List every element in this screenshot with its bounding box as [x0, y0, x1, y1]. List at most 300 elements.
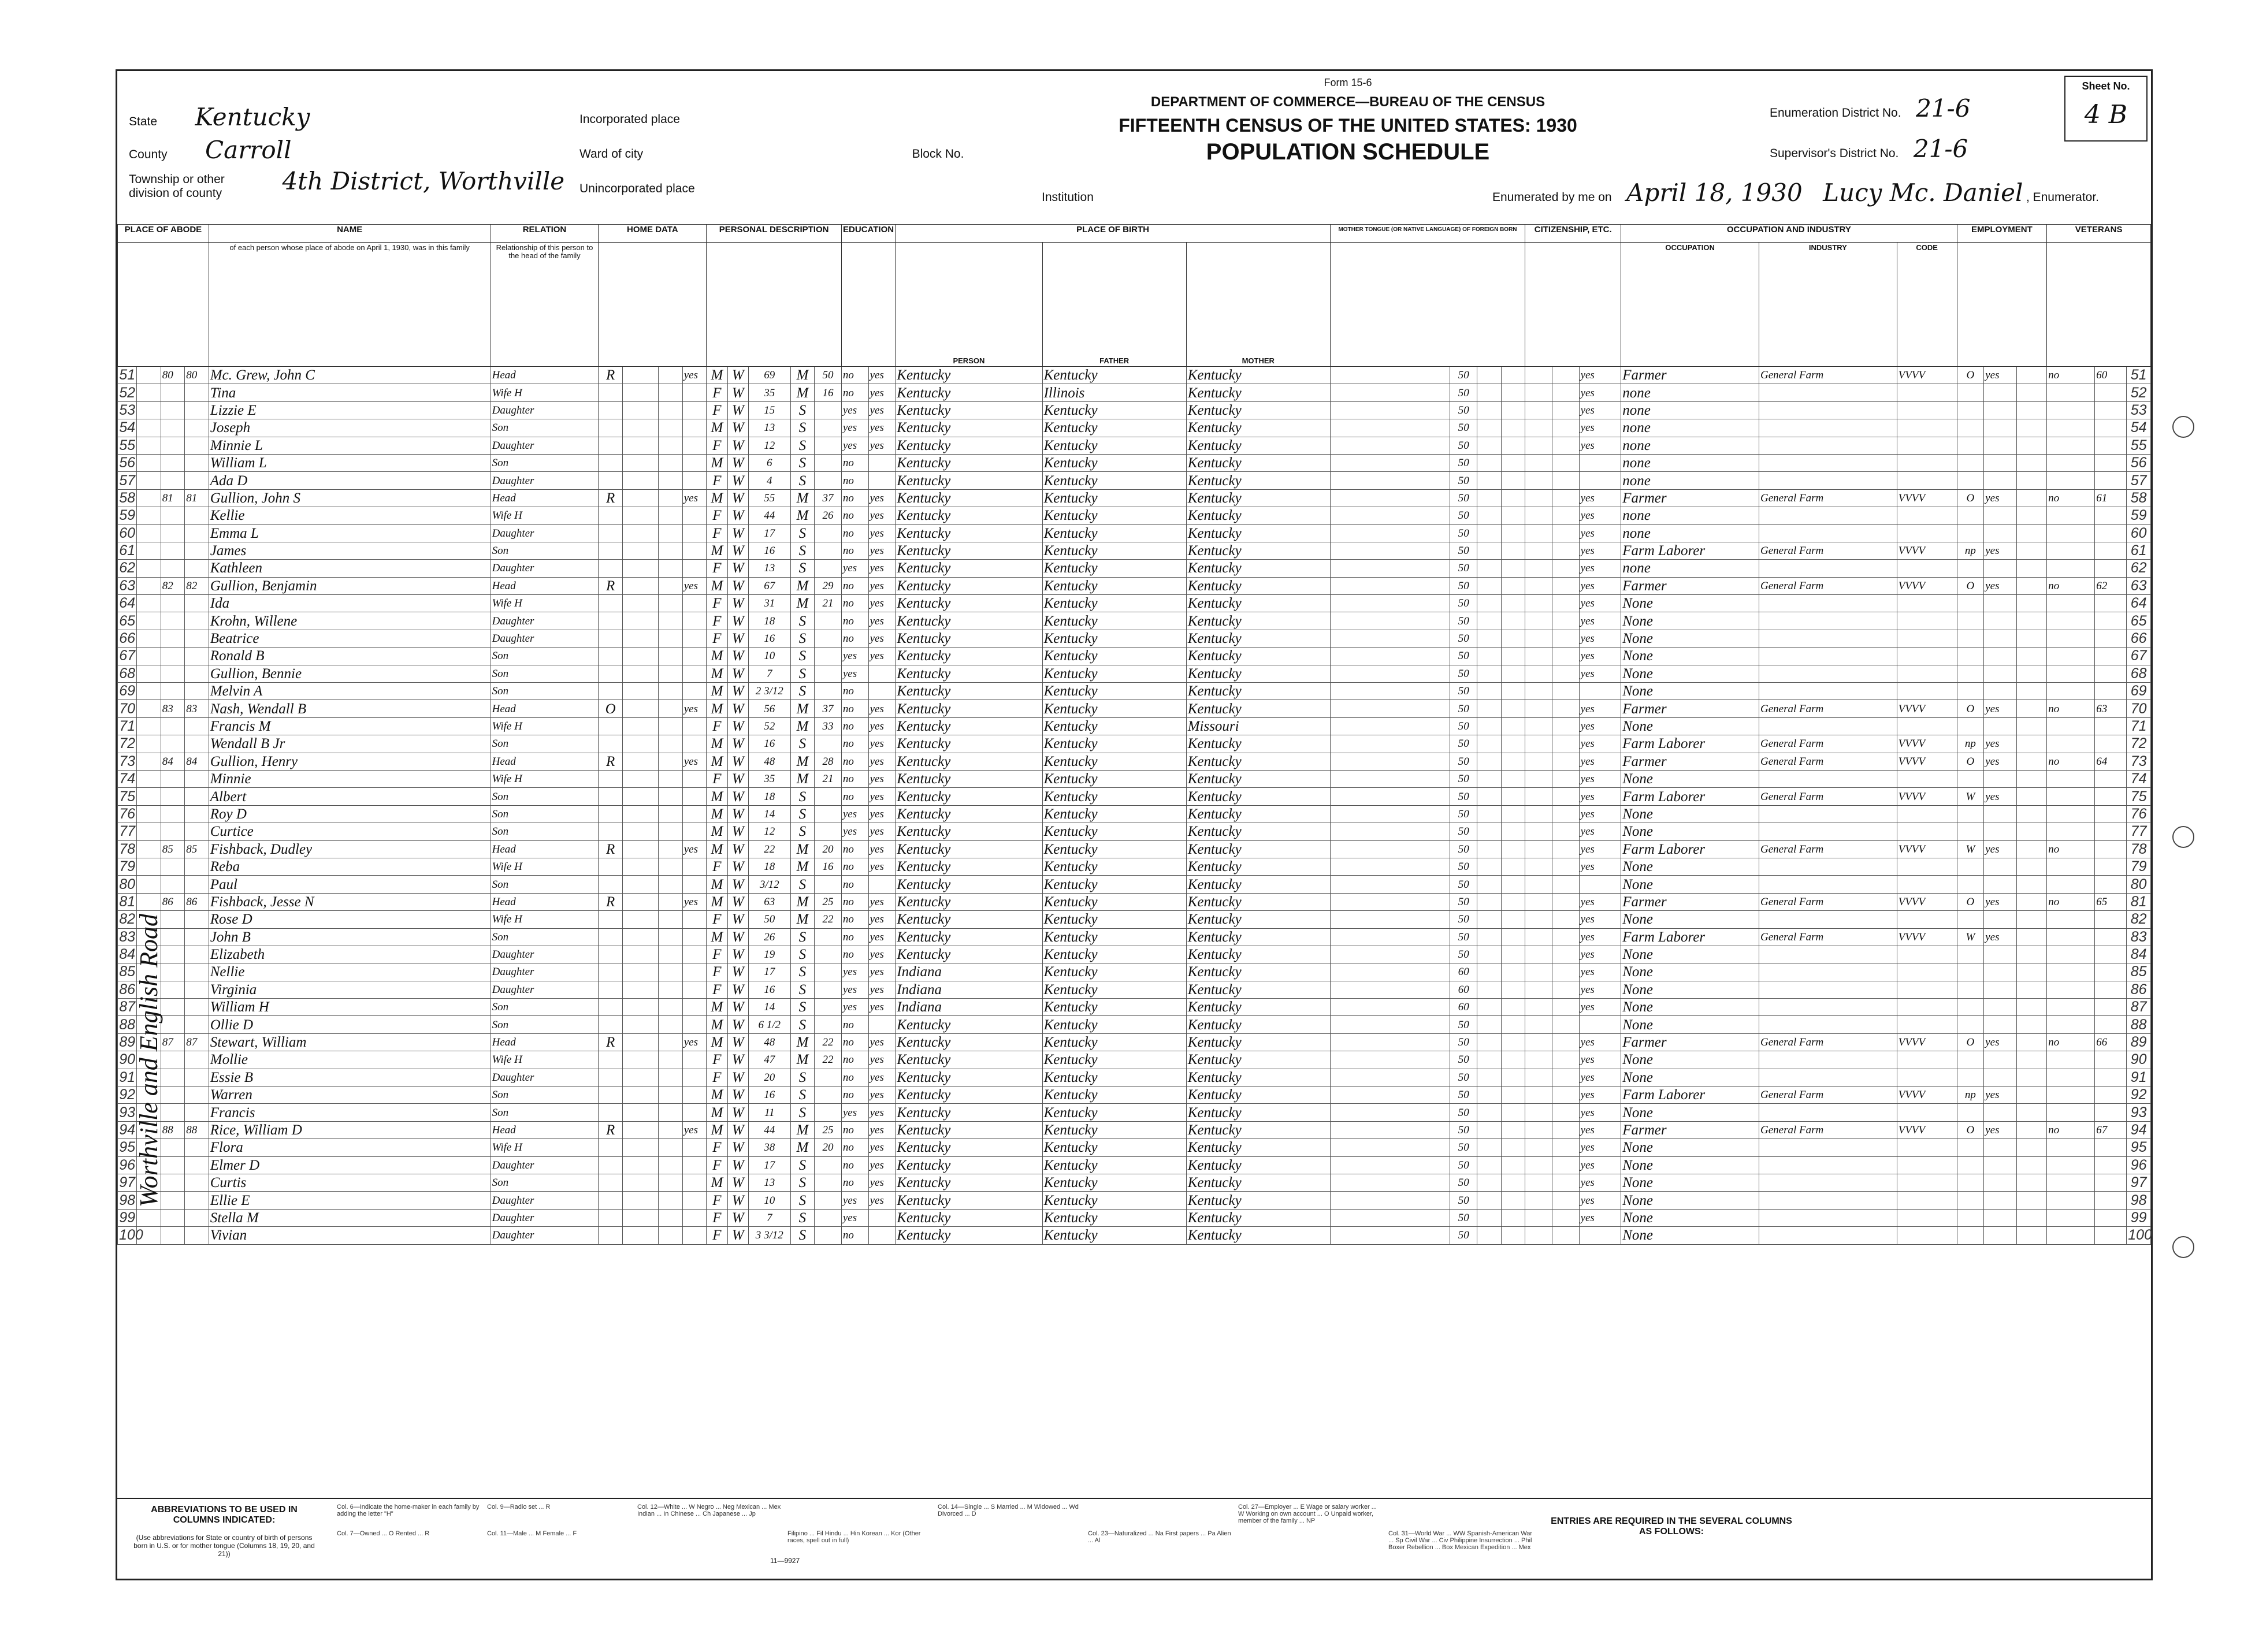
- cell-cw: [1957, 963, 1984, 981]
- cell-read: yes: [868, 1121, 896, 1138]
- cell-empty: [1552, 753, 1579, 770]
- cell-tc: 50: [1450, 788, 1477, 805]
- cell-code: [1897, 717, 1957, 735]
- cell-occ: Farm Laborer: [1621, 928, 1759, 946]
- cell-empty: [1501, 1174, 1525, 1191]
- cell-cw: [1957, 595, 1984, 612]
- cell-vet: [2047, 876, 2095, 893]
- cell-empty: [1330, 717, 1450, 735]
- cell-empty: [622, 683, 658, 700]
- cell-race: W: [727, 630, 748, 647]
- cell-tc: 50: [1450, 858, 1477, 875]
- cell-sch: no: [841, 577, 868, 594]
- cell-race: W: [727, 1016, 748, 1033]
- cell-code: [1897, 1209, 1957, 1226]
- cell-empty: [2017, 648, 2047, 665]
- cell-bp: Kentucky: [896, 770, 1042, 787]
- cell-cw: [1957, 1192, 1984, 1209]
- cell-name: Ronald B: [209, 648, 491, 665]
- cell-radio: [682, 384, 707, 401]
- cell-code: [1897, 911, 1957, 928]
- cell-ln: 79: [2127, 858, 2151, 875]
- cell-age: 38: [748, 1139, 790, 1156]
- cell-fam: [185, 683, 209, 700]
- cell-sched: [2095, 665, 2127, 682]
- cell-name: Elizabeth: [209, 946, 491, 963]
- cell-empty: [1330, 946, 1450, 963]
- cell-empty: [1501, 770, 1525, 787]
- cell-fbp: Kentucky: [1042, 524, 1186, 542]
- cell-ms: M: [790, 858, 815, 875]
- cell-own: [599, 472, 623, 489]
- cell-ln: 78: [118, 840, 137, 858]
- cell-race: W: [727, 911, 748, 928]
- cell-cw: [1957, 683, 1984, 700]
- cell-sched: [2095, 981, 2127, 998]
- cell-code: VVVV: [1897, 542, 1957, 559]
- cell-ln: 66: [2127, 630, 2151, 647]
- cell-read: yes: [868, 999, 896, 1016]
- cell-fam: [185, 858, 209, 875]
- cell-empty: [1525, 893, 1552, 910]
- cell-fam: [185, 419, 209, 437]
- cell-ms: S: [790, 560, 815, 577]
- cell-empty: [659, 1033, 683, 1051]
- cell-ln: 82: [118, 911, 137, 928]
- cell-bp: Kentucky: [896, 437, 1042, 454]
- table-row: [118, 805, 2151, 823]
- cell-ln: 57: [118, 472, 137, 489]
- cell-empty: [1552, 367, 1579, 384]
- cell-eng: yes: [1579, 1121, 1621, 1138]
- cell-empty: [1330, 770, 1450, 787]
- cell-ms: S: [790, 665, 815, 682]
- cell-own: R: [599, 489, 623, 507]
- cell-cw: [1957, 1174, 1984, 1191]
- cell-ind: [1759, 401, 1897, 419]
- cell-empty: [622, 401, 658, 419]
- abbreviation-code: Col. 23—Naturalized ... Na First papers ... Pa Alien ... Al: [1088, 1530, 1231, 1544]
- cell-empty: [1525, 1087, 1552, 1104]
- cell-occ: None: [1621, 981, 1759, 998]
- cell-sched: [2095, 717, 2127, 735]
- cell-ln: 74: [2127, 770, 2151, 787]
- cell-ln: 51: [2127, 367, 2151, 384]
- cell-empty: [1552, 542, 1579, 559]
- cell-code: [1897, 1192, 1957, 1209]
- cell-sex: M: [707, 1104, 727, 1121]
- cell-sch: yes: [841, 981, 868, 998]
- cell-fam: 85: [185, 840, 209, 858]
- cell-cw: [1957, 384, 1984, 401]
- cell-mbp: Missouri: [1186, 717, 1330, 735]
- cell-ind: [1759, 612, 1897, 630]
- cell-empty: [2017, 1069, 2047, 1086]
- cell-empty: [659, 367, 683, 384]
- cell-empty: [1477, 665, 1502, 682]
- cell-race: W: [727, 735, 748, 753]
- cell-read: yes: [868, 419, 896, 437]
- cell-ln: 96: [2127, 1156, 2151, 1174]
- cell-name: Melvin A: [209, 683, 491, 700]
- cell-empty: [1525, 717, 1552, 735]
- cell-radio: [682, 454, 707, 471]
- cell-occ: Farmer: [1621, 893, 1759, 910]
- cell-sched: 62: [2095, 577, 2127, 594]
- cell-dw: [161, 401, 185, 419]
- cell-code: [1897, 384, 1957, 401]
- cell-read: [868, 876, 896, 893]
- cell-empty: [1552, 823, 1579, 840]
- cell-vet: [2047, 595, 2095, 612]
- cell-empty: [659, 683, 683, 700]
- cell-radio: [682, 648, 707, 665]
- cell-empty: [137, 612, 161, 630]
- cell-rel: Son: [491, 1087, 599, 1104]
- cell-name: Stella M: [209, 1209, 491, 1226]
- cell-empty: [1501, 1016, 1525, 1033]
- cell-occ: none: [1621, 507, 1759, 524]
- cell-ln: 71: [118, 717, 137, 735]
- cell-name: Emma L: [209, 524, 491, 542]
- table-row: [118, 489, 2151, 507]
- cell-fbp: Kentucky: [1042, 630, 1186, 647]
- sheet-value: 4 B: [2084, 100, 2128, 129]
- cell-empty: [659, 560, 683, 577]
- cell-eng: [1579, 1016, 1621, 1033]
- cell-eng: yes: [1579, 805, 1621, 823]
- cell-eng: yes: [1579, 419, 1621, 437]
- cell-am: [815, 665, 842, 682]
- cell-mbp: Kentucky: [1186, 472, 1330, 489]
- cell-empty: [2017, 384, 2047, 401]
- cell-radio: yes: [682, 1121, 707, 1138]
- cell-rel: Daughter: [491, 437, 599, 454]
- cell-dw: [161, 1016, 185, 1033]
- cell-fam: [185, 1104, 209, 1121]
- cell-ln: 75: [118, 788, 137, 805]
- cell-eng: yes: [1579, 577, 1621, 594]
- cell-rel: Daughter: [491, 524, 599, 542]
- cell-fam: [185, 630, 209, 647]
- cell-age: 69: [748, 367, 790, 384]
- cell-empty: [1501, 753, 1525, 770]
- group-abode: PLACE OF ABODE: [118, 225, 209, 243]
- cell-empty: [1525, 612, 1552, 630]
- cell-code: [1897, 1227, 1957, 1244]
- cell-ln: 93: [2127, 1104, 2151, 1121]
- cell-read: yes: [868, 560, 896, 577]
- cell-empty: [137, 472, 161, 489]
- cell-occ: None: [1621, 1139, 1759, 1156]
- cell-tc: 50: [1450, 542, 1477, 559]
- cell-ms: M: [790, 893, 815, 910]
- cell-ind: General Farm: [1759, 928, 1897, 946]
- cell-sch: no: [841, 1033, 868, 1051]
- cell-empty: [659, 893, 683, 910]
- cell-empty: [622, 999, 658, 1016]
- cell-age: 47: [748, 1051, 790, 1069]
- cell-sched: [2095, 911, 2127, 928]
- cell-mbp: Kentucky: [1186, 753, 1330, 770]
- cell-am: [815, 542, 842, 559]
- cell-ln: 92: [2127, 1087, 2151, 1104]
- cell-sex: M: [707, 367, 727, 384]
- cell-fbp: Kentucky: [1042, 401, 1186, 419]
- cell-tc: 50: [1450, 630, 1477, 647]
- cell-bp: Kentucky: [896, 1139, 1042, 1156]
- cell-code: [1897, 401, 1957, 419]
- cell-sch: no: [841, 1156, 868, 1174]
- cell-ms: S: [790, 419, 815, 437]
- cell-sex: F: [707, 1069, 727, 1086]
- cell-ms: M: [790, 1051, 815, 1069]
- cell-sched: [2095, 1069, 2127, 1086]
- table-row: [118, 595, 2151, 612]
- cell-sex: M: [707, 1087, 727, 1104]
- cell-am: 37: [815, 700, 842, 717]
- cell-race: W: [727, 1209, 748, 1226]
- cell-age: 10: [748, 648, 790, 665]
- cell-sch: no: [841, 1016, 868, 1033]
- cell-radio: [682, 1051, 707, 1069]
- cell-eng: yes: [1579, 1069, 1621, 1086]
- cell-empty: [2017, 1016, 2047, 1033]
- cell-sex: M: [707, 823, 727, 840]
- cell-empty: [1525, 648, 1552, 665]
- cell-sched: [2095, 1227, 2127, 1244]
- cell-code: [1897, 1051, 1957, 1069]
- cell-empty: [1525, 981, 1552, 998]
- cell-ln: 62: [2127, 560, 2151, 577]
- cell-empty: [1552, 437, 1579, 454]
- cell-empty: [1552, 630, 1579, 647]
- cell-empty: [1552, 384, 1579, 401]
- cell-sch: yes: [841, 963, 868, 981]
- cell-sched: [2095, 770, 2127, 787]
- cell-empty: [137, 542, 161, 559]
- cell-empty: [1552, 735, 1579, 753]
- cell-wk: [1984, 981, 2017, 998]
- cell-sch: no: [841, 612, 868, 630]
- cell-empty: [622, 1033, 658, 1051]
- cell-code: VVVV: [1897, 1033, 1957, 1051]
- cell-am: [815, 630, 842, 647]
- cell-empty: [1525, 1139, 1552, 1156]
- cell-age: 12: [748, 437, 790, 454]
- cell-empty: [1525, 419, 1552, 437]
- cell-am: [815, 1069, 842, 1086]
- cell-bp: Indiana: [896, 963, 1042, 981]
- cell-am: 50: [815, 367, 842, 384]
- cell-ind: [1759, 999, 1897, 1016]
- group-veterans: VETERANS: [2047, 225, 2151, 243]
- cell-empty: [137, 454, 161, 471]
- cell-empty: [1501, 648, 1525, 665]
- cell-rel: Son: [491, 1016, 599, 1033]
- cell-ind: [1759, 1192, 1897, 1209]
- cell-empty: [1330, 1121, 1450, 1138]
- cell-name: Curtice: [209, 823, 491, 840]
- cell-am: [815, 1104, 842, 1121]
- cell-empty: [622, 735, 658, 753]
- cell-mbp: Kentucky: [1186, 981, 1330, 998]
- cell-ind: [1759, 1104, 1897, 1121]
- cell-wk: [1984, 770, 2017, 787]
- table-row: [118, 648, 2151, 665]
- cell-sex: M: [707, 999, 727, 1016]
- cell-empty: [1525, 1016, 1552, 1033]
- cell-vet: [2047, 1156, 2095, 1174]
- cell-empty: [659, 419, 683, 437]
- cell-bp: Kentucky: [896, 1192, 1042, 1209]
- cell-empty: [1552, 1087, 1579, 1104]
- cell-empty: [1552, 454, 1579, 471]
- institution-label: Institution: [1042, 191, 1094, 204]
- cell-race: W: [727, 1104, 748, 1121]
- cell-age: 2 3/12: [748, 683, 790, 700]
- cell-wk: [1984, 1069, 2017, 1086]
- cell-empty: [1552, 560, 1579, 577]
- cell-ln: 59: [118, 507, 137, 524]
- cell-occ: None: [1621, 1069, 1759, 1086]
- father-head: FATHER: [1042, 243, 1186, 367]
- cell-race: W: [727, 823, 748, 840]
- cell-rel: Head: [491, 840, 599, 858]
- cell-tc: 50: [1450, 753, 1477, 770]
- cell-empty: [1552, 840, 1579, 858]
- cell-occ: None: [1621, 1209, 1759, 1226]
- cell-own: [599, 524, 623, 542]
- cell-empty: [1501, 717, 1525, 735]
- cell-empty: [2017, 665, 2047, 682]
- cell-mbp: Kentucky: [1186, 454, 1330, 471]
- cell-am: [815, 560, 842, 577]
- unincorporated-label: Unincorporated place: [579, 182, 695, 195]
- cell-empty: [659, 717, 683, 735]
- cell-bp: Kentucky: [896, 683, 1042, 700]
- cell-tc: 50: [1450, 700, 1477, 717]
- cell-tc: 50: [1450, 367, 1477, 384]
- cell-empty: [137, 401, 161, 419]
- cell-sch: no: [841, 735, 868, 753]
- cell-rel: Daughter: [491, 946, 599, 963]
- cell-cw: O: [1957, 1121, 1984, 1138]
- cell-ln: 84: [118, 946, 137, 963]
- cell-race: W: [727, 805, 748, 823]
- cell-tc: 50: [1450, 770, 1477, 787]
- cell-empty: [659, 472, 683, 489]
- cell-ind: General Farm: [1759, 1121, 1897, 1138]
- cell-own: [599, 401, 623, 419]
- cell-race: W: [727, 648, 748, 665]
- cell-cw: W: [1957, 840, 1984, 858]
- cell-radio: [682, 999, 707, 1016]
- cell-vet: [2047, 542, 2095, 559]
- cell-fbp: Kentucky: [1042, 1139, 1186, 1156]
- cell-fbp: Kentucky: [1042, 981, 1186, 998]
- cell-mbp: Kentucky: [1186, 595, 1330, 612]
- cell-ln: 52: [2127, 384, 2151, 401]
- cell-empty: [1501, 858, 1525, 875]
- cell-empty: [1552, 876, 1579, 893]
- cell-wk: [1984, 454, 2017, 471]
- cell-wk: [1984, 823, 2017, 840]
- cell-empty: [1477, 683, 1502, 700]
- cell-empty: [659, 454, 683, 471]
- cell-am: 26: [815, 507, 842, 524]
- cell-empty: [1501, 612, 1525, 630]
- cell-own: [599, 981, 623, 998]
- citizenship-subheads: [1525, 243, 1621, 367]
- cell-empty: [137, 735, 161, 753]
- cell-occ: Farmer: [1621, 367, 1759, 384]
- cell-empty: [1330, 630, 1450, 647]
- cell-radio: [682, 911, 707, 928]
- cell-empty: [1330, 1174, 1450, 1191]
- cell-empty: [622, 840, 658, 858]
- cell-tc: 50: [1450, 840, 1477, 858]
- cell-ms: M: [790, 367, 815, 384]
- cell-ind: [1759, 507, 1897, 524]
- cell-code: VVVV: [1897, 1121, 1957, 1138]
- cell-occ: None: [1621, 1174, 1759, 1191]
- cell-empty: [1501, 630, 1525, 647]
- cell-own: [599, 595, 623, 612]
- cell-empty: [622, 788, 658, 805]
- cell-fam: [185, 437, 209, 454]
- cell-am: 20: [815, 840, 842, 858]
- cell-sched: 63: [2095, 700, 2127, 717]
- cell-ms: M: [790, 595, 815, 612]
- cell-age: 13: [748, 560, 790, 577]
- cell-empty: [2017, 612, 2047, 630]
- cell-empty: [2017, 717, 2047, 735]
- census-sheet: [116, 69, 2153, 1580]
- cell-wk: [1984, 419, 2017, 437]
- cell-empty: [1552, 911, 1579, 928]
- table-row: [118, 717, 2151, 735]
- abbreviation-code: Col. 14—Single ... S Married ... M Widowed ... Wd Divorced ... D: [938, 1504, 1079, 1517]
- cell-rel: Head: [491, 753, 599, 770]
- cell-ln: 98: [2127, 1192, 2151, 1209]
- cell-ind: General Farm: [1759, 367, 1897, 384]
- cell-age: 4: [748, 472, 790, 489]
- cell-dw: [161, 1104, 185, 1121]
- cell-name: James: [209, 542, 491, 559]
- cell-read: yes: [868, 437, 896, 454]
- cell-read: yes: [868, 1087, 896, 1104]
- cell-read: [868, 683, 896, 700]
- cell-own: [599, 1016, 623, 1033]
- table-row: [118, 840, 2151, 858]
- cell-am: [815, 454, 842, 471]
- cell-race: W: [727, 401, 748, 419]
- cell-am: [815, 946, 842, 963]
- cell-empty: [1477, 1209, 1502, 1226]
- cell-vet: [2047, 1227, 2095, 1244]
- cell-empty: [1330, 823, 1450, 840]
- cell-fam: [185, 823, 209, 840]
- cell-ms: S: [790, 981, 815, 998]
- cell-empty: [659, 524, 683, 542]
- cell-empty: [1330, 1033, 1450, 1051]
- employment-subheads: [1957, 243, 2047, 367]
- cell-age: 44: [748, 1121, 790, 1138]
- cell-empty: [1525, 946, 1552, 963]
- cell-name: Beatrice: [209, 630, 491, 647]
- cell-rel: Daughter: [491, 612, 599, 630]
